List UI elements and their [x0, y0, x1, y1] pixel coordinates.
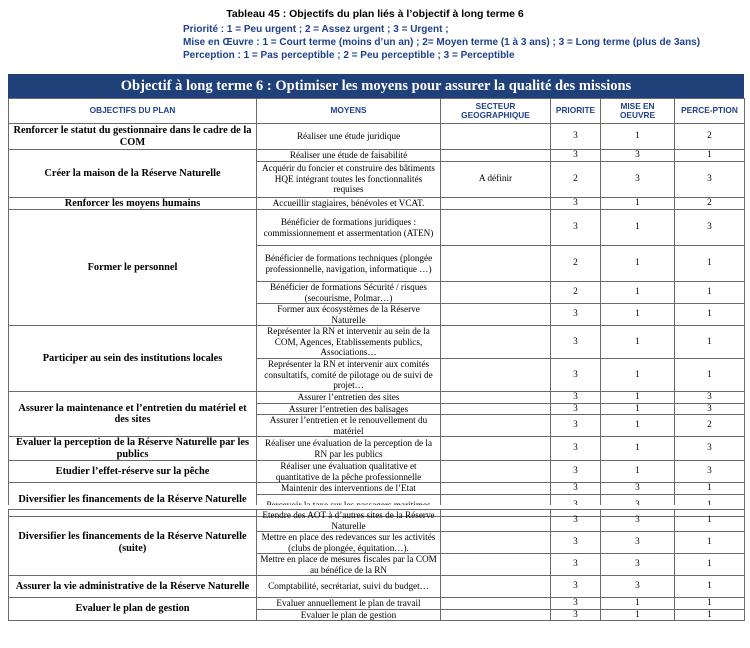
table-row — [9, 483, 745, 495]
priorite-cell: 3 — [551, 326, 601, 359]
secteur-cell — [441, 150, 551, 162]
secteur-cell — [441, 532, 551, 554]
moyen-cell: Réaliser une évaluation de la perception de la RN par les publics — [257, 437, 441, 461]
perception-cell: 1 — [675, 532, 745, 554]
moyen-cell: Former aux écosystèmes de la Réserve Naturelle — [257, 304, 441, 326]
priorite-cell: 3 — [551, 304, 601, 326]
mise-en-oeuvre-cell: 3 — [601, 150, 675, 162]
secteur-cell — [441, 392, 551, 404]
moyen-cell: Réaliser une étude juridique — [257, 124, 441, 150]
mise-en-oeuvre-cell: 1 — [601, 415, 675, 437]
moyen-cell: Etendre des AOT à d’autres sites de la Réserve Naturelle — [257, 510, 441, 532]
secteur-cell — [441, 210, 551, 246]
objective-cell: Assurer la vie administrative de la Réserve Naturelle — [9, 576, 257, 598]
mise-en-oeuvre-cell: 1 — [601, 359, 675, 392]
priorite-cell: 2 — [551, 161, 601, 197]
objectives-table — [8, 98, 745, 517]
secteur-cell — [441, 483, 551, 495]
moyen-cell: Réaliser une étude de faisabilité — [257, 150, 441, 162]
mise-en-oeuvre-cell: 3 — [601, 510, 675, 532]
mise-en-oeuvre-cell: 1 — [601, 598, 675, 610]
moyen-cell: Accueillir stagiaires, bénévoles et VCAT. — [257, 197, 441, 210]
perception-cell: 1 — [675, 304, 745, 326]
priorite-cell: 2 — [551, 246, 601, 282]
table-title: Tableau 45 : Objectifs du plan liés à l’objectif à long terme 6 — [226, 8, 524, 20]
secteur-cell — [441, 510, 551, 532]
table-row — [9, 124, 745, 150]
priorite-cell: 3 — [551, 415, 601, 437]
perception-cell: 2 — [675, 197, 745, 210]
legend-perception: Perception : 1 = Pas perceptible ; 2 = Peu perceptible ; 3 = Perceptible — [183, 50, 515, 61]
objective-cell: Créer la maison de la Réserve Naturelle — [9, 150, 257, 198]
perception-cell: 3 — [675, 392, 745, 404]
table-row — [9, 197, 745, 210]
secteur-cell — [441, 246, 551, 282]
objective-cell: Renforcer le statut du gestionnaire dans le cadre de la COM — [9, 124, 257, 150]
perception-cell: 2 — [675, 124, 745, 150]
moyen-cell: Bénéficier de formations techniques (plongée professionnelle, navigation, informatique …) — [257, 246, 441, 282]
priorite-cell: 3 — [551, 197, 601, 210]
secteur-cell — [441, 437, 551, 461]
moyen-cell: Mettre en place de mesures fiscales par la COM au bénéfice de la RN — [257, 554, 441, 576]
table-row — [9, 210, 745, 246]
secteur-cell — [441, 197, 551, 210]
perception-cell: 3 — [675, 161, 745, 197]
moyen-cell: Représenter la RN et intervenir au sein de la COM, Agences, Etablissements publics, Associations… — [257, 326, 441, 359]
mise-en-oeuvre-cell: 3 — [601, 483, 675, 495]
secteur-cell — [441, 598, 551, 610]
priorite-cell: 3 — [551, 150, 601, 162]
perception-cell: 1 — [675, 483, 745, 495]
perception-cell: 1 — [675, 598, 745, 610]
table-row — [9, 326, 745, 359]
mise-en-oeuvre-cell: 1 — [601, 326, 675, 359]
priorite-cell: 3 — [551, 532, 601, 554]
secteur-cell: A définir — [441, 161, 551, 197]
moyen-cell: Mettre en place des redevances sur les activités (clubs de plongée, équitation…). — [257, 532, 441, 554]
header-mise-en-oeuvre: MISE EN OEUVRE — [601, 99, 675, 124]
header-moyens: MOYENS — [257, 99, 441, 124]
legend-priorite: Priorité : 1 = Peu urgent ; 2 = Assez urgent ; 3 = Urgent ; — [183, 24, 449, 35]
moyen-cell: Assurer l’entretien des balisages — [257, 403, 441, 415]
header-row — [9, 99, 745, 124]
priorite-cell: 3 — [551, 461, 601, 483]
table-row — [9, 437, 745, 461]
objective-cell: Evaluer le plan de gestion — [9, 598, 257, 621]
secteur-cell — [441, 415, 551, 437]
perception-cell: 1 — [675, 150, 745, 162]
table-row — [9, 461, 745, 483]
priorite-cell: 3 — [551, 483, 601, 495]
mise-en-oeuvre-cell: 3 — [601, 161, 675, 197]
perception-cell: 3 — [675, 461, 745, 483]
header-secteur: SECTEUR GEOGRAPHIQUE — [441, 99, 551, 124]
secteur-cell — [441, 609, 551, 621]
perception-cell: 1 — [675, 609, 745, 621]
moyen-cell: Comptabilité, secrétariat, suivi du budget… — [257, 576, 441, 598]
secteur-cell — [441, 554, 551, 576]
moyen-cell: Acquérir du foncier et construire des bâtiments HQE intégrant toutes les fonctionnalités requises — [257, 161, 441, 197]
objective-cell: Diversifier les financements de la Réserve Naturelle (suite) — [9, 510, 257, 576]
mise-en-oeuvre-cell: 1 — [601, 392, 675, 404]
secteur-cell — [441, 304, 551, 326]
mise-en-oeuvre-cell: 1 — [601, 461, 675, 483]
header-priorite: PRIORITE — [551, 99, 601, 124]
objective-cell: Etudier l’effet-réserve sur la pêche — [9, 461, 257, 483]
mise-en-oeuvre-cell: 3 — [601, 532, 675, 554]
priorite-cell: 3 — [551, 403, 601, 415]
mise-en-oeuvre-cell: 1 — [601, 437, 675, 461]
perception-cell: 1 — [675, 326, 745, 359]
priorite-cell: 3 — [551, 359, 601, 392]
priorite-cell: 3 — [551, 576, 601, 598]
moyen-cell: Représenter la RN et intervenir aux comités consultatifs, comité de pilotage ou de suivi de projet… — [257, 359, 441, 392]
perception-cell: 1 — [675, 359, 745, 392]
mise-en-oeuvre-cell: 1 — [601, 304, 675, 326]
mise-en-oeuvre-cell: 1 — [601, 403, 675, 415]
priorite-cell: 3 — [551, 598, 601, 610]
perception-cell: 1 — [675, 576, 745, 598]
moyen-cell: Réaliser une évaluation qualitative et quantitative de la pêche professionnelle — [257, 461, 441, 483]
mise-en-oeuvre-cell: 1 — [601, 197, 675, 210]
priorite-cell: 3 — [551, 392, 601, 404]
table-row — [9, 150, 745, 162]
table-row — [9, 392, 745, 404]
secteur-cell — [441, 359, 551, 392]
mise-en-oeuvre-cell: 3 — [601, 554, 675, 576]
priorite-cell: 3 — [551, 437, 601, 461]
perception-cell: 3 — [675, 403, 745, 415]
priorite-cell: 3 — [551, 210, 601, 246]
moyen-cell: Bénéficier de formations juridiques : commissionnement et assermentation (ATEN) — [257, 210, 441, 246]
objective-cell: Renforcer les moyens humains — [9, 197, 257, 210]
secteur-cell — [441, 403, 551, 415]
moyen-cell: Evaluer annuellement le plan de travail — [257, 598, 441, 610]
objective-cell: Diversifier les financements de la Réserve Naturelle — [9, 483, 257, 517]
header-objectifs: OBJECTIFS DU PLAN — [9, 99, 257, 124]
table-row — [9, 576, 745, 598]
legend-mise-en-oeuvre: Mise en Œuvre : 1 = Court terme (moins d’un an) ; 2= Moyen terme (1 à 3 ans) ; 3 = Long terme (plus de 3ans) — [183, 37, 701, 48]
objective-cell: Participer au sein des institutions locales — [9, 326, 257, 392]
objective-cell: Evaluer la perception de la Réserve Naturelle par les publics — [9, 437, 257, 461]
objective-cell: Assurer la maintenance et l’entretien du matériel et des sites — [9, 392, 257, 437]
mise-en-oeuvre-cell: 1 — [601, 210, 675, 246]
mise-en-oeuvre-cell: 1 — [601, 609, 675, 621]
perception-cell: 3 — [675, 210, 745, 246]
perception-cell: 1 — [675, 554, 745, 576]
priorite-cell: 3 — [551, 510, 601, 532]
perception-cell: 1 — [675, 246, 745, 282]
moyen-cell: Evaluer le plan de gestion — [257, 609, 441, 621]
perception-cell: 3 — [675, 437, 745, 461]
priorite-cell: 2 — [551, 282, 601, 304]
priorite-cell: 3 — [551, 609, 601, 621]
secteur-cell — [441, 282, 551, 304]
perception-cell: 2 — [675, 415, 745, 437]
objective-cell: Former le personnel — [9, 210, 257, 326]
moyen-cell: Maintenir des interventions de l’Etat — [257, 483, 441, 495]
objective-banner: Objectif à long terme 6 : Optimiser les moyens pour assurer la qualité des missions — [8, 74, 744, 98]
priorite-cell: 3 — [551, 124, 601, 150]
mise-en-oeuvre-cell: 3 — [601, 576, 675, 598]
mise-en-oeuvre-cell: 1 — [601, 124, 675, 150]
secteur-cell — [441, 461, 551, 483]
moyen-cell: Assurer l’entretien des sites — [257, 392, 441, 404]
moyen-cell: Assurer l’entretien et le renouvellement du matériel — [257, 415, 441, 437]
secteur-cell — [441, 124, 551, 150]
table-row — [9, 510, 745, 532]
moyen-cell: Bénéficier de formations Sécurité / risques (secourisme, Polmar…) — [257, 282, 441, 304]
mise-en-oeuvre-cell: 1 — [601, 246, 675, 282]
perception-cell: 1 — [675, 510, 745, 532]
table-row — [9, 598, 745, 610]
priorite-cell: 3 — [551, 554, 601, 576]
mise-en-oeuvre-cell: 1 — [601, 282, 675, 304]
objectives-table-continued — [8, 509, 745, 621]
secteur-cell — [441, 326, 551, 359]
secteur-cell — [441, 576, 551, 598]
perception-cell: 1 — [675, 282, 745, 304]
header-perception: PERCE-PTION — [675, 99, 745, 124]
